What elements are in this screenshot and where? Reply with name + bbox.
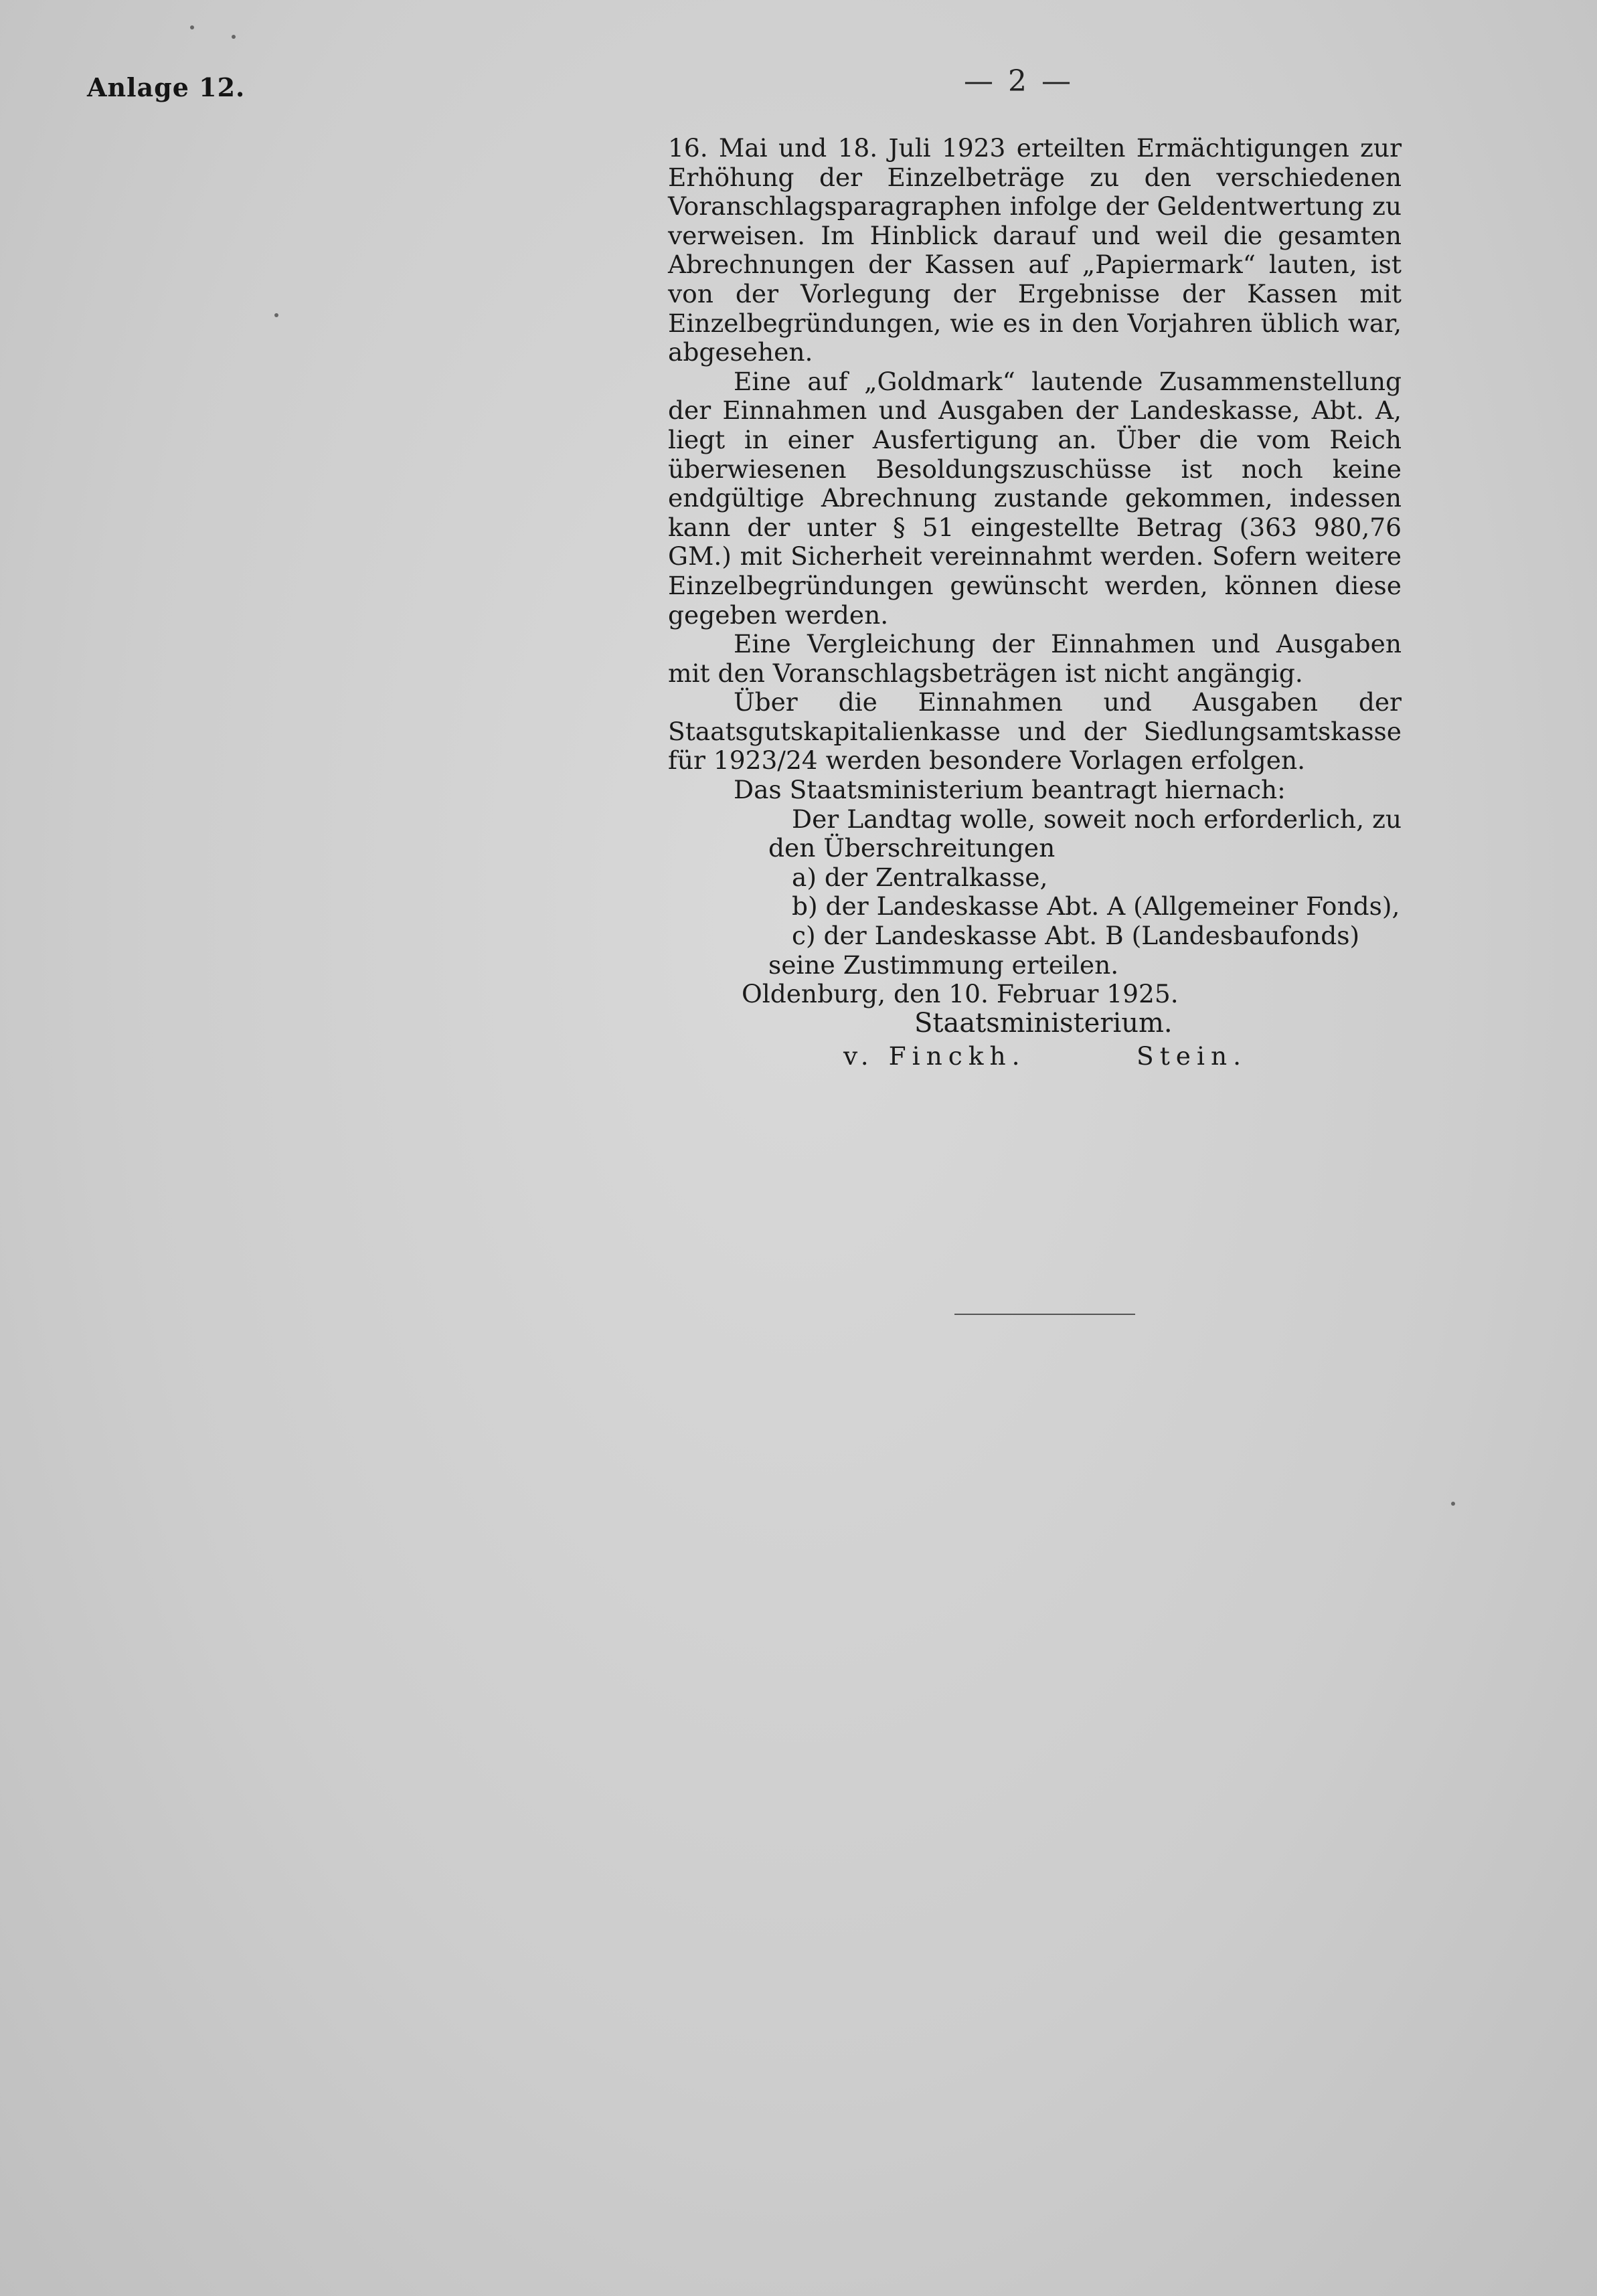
paragraph-continuation: 16. Mai und 18. Juli 1923 erteilten Ermächtigungen zur Erhöhung der Einzelbeträge zu den verschiedenen Voranschlagsparagraphen infolge der Geldentwertung zu verweisen. Im Hinblick darauf und weil die gesamten Abrechnungen der Kassen auf „Papiermark“ lauten, ist von der Vorlegung der Ergebnisse der Kassen mit Einzelbegründungen, wie es in den Vorjahren üblich war, abgesehen. (668, 133, 1402, 367)
motion-item: a) der Zentralkasse, (792, 862, 1048, 892)
motion-text (668, 805, 1402, 980)
print-speck (190, 25, 194, 29)
place-date: Oldenburg, den 10. Februar 1925. (742, 979, 1179, 1009)
motion-list (768, 863, 1402, 951)
paragraph-special-funds: Über die Einnahmen und Ausgaben der Staatsgutskapitalienkasse und der Siedlungsamtskasse für 1923/24 werden besondere Vorlagen erfolgen. (668, 687, 1402, 776)
bleed-through-text (1292, 54, 1303, 94)
signing-authority: Staatsministerium. (914, 1007, 1173, 1039)
signatures (668, 1042, 1402, 1075)
paragraph-goldmark: Eine auf „Goldmark“ lautende Zusammenstellung der Einnahmen und Ausgaben der Landeskasse, Abt. A, liegt in einer Ausfertigung an. Über die vom Reich überwiesenen Besoldungszuschüsse ist noch keine endgültige Abrechnung zustande gekommen, indessen kann der unter § 51 eingestellte Betrag (363 980,76 GM.) mit Sicherheit vereinnahmt werden. Sofern weitere Einzelbegründungen gewünscht werden, können diese gegeben werden. (668, 366, 1402, 630)
motion-item: b) der Landeskasse Abt. A (Allgemeiner Fonds), (792, 891, 1400, 921)
print-speck (274, 313, 278, 317)
paragraph-comparison: Eine Vergleichung der Einnahmen und Ausgaben mit den Voranschlagsbeträgen ist nicht angängig. (668, 629, 1402, 688)
motion-item: c) der Landeskasse Abt. B (Landesbaufonds) (792, 921, 1360, 951)
document-body (668, 134, 1402, 1075)
annex-label: Anlage 12. (87, 72, 246, 102)
print-speck (232, 35, 236, 39)
page-number: — 2 — (964, 64, 1074, 98)
signatory-name: v. Finckh. (843, 1041, 1026, 1071)
motion-closing: seine Zustimmung erteilen. (768, 950, 1119, 980)
signatory-name: Stein. (1137, 1041, 1248, 1071)
motion-opening: Der Landtag wolle, soweit noch erforderlich, zu den Überschreitungen (768, 804, 1402, 863)
print-speck (1451, 1502, 1455, 1506)
closing-rule (954, 1314, 1135, 1315)
motion-intro: Das Staatsministerium beantragt hiernach: (734, 775, 1286, 805)
